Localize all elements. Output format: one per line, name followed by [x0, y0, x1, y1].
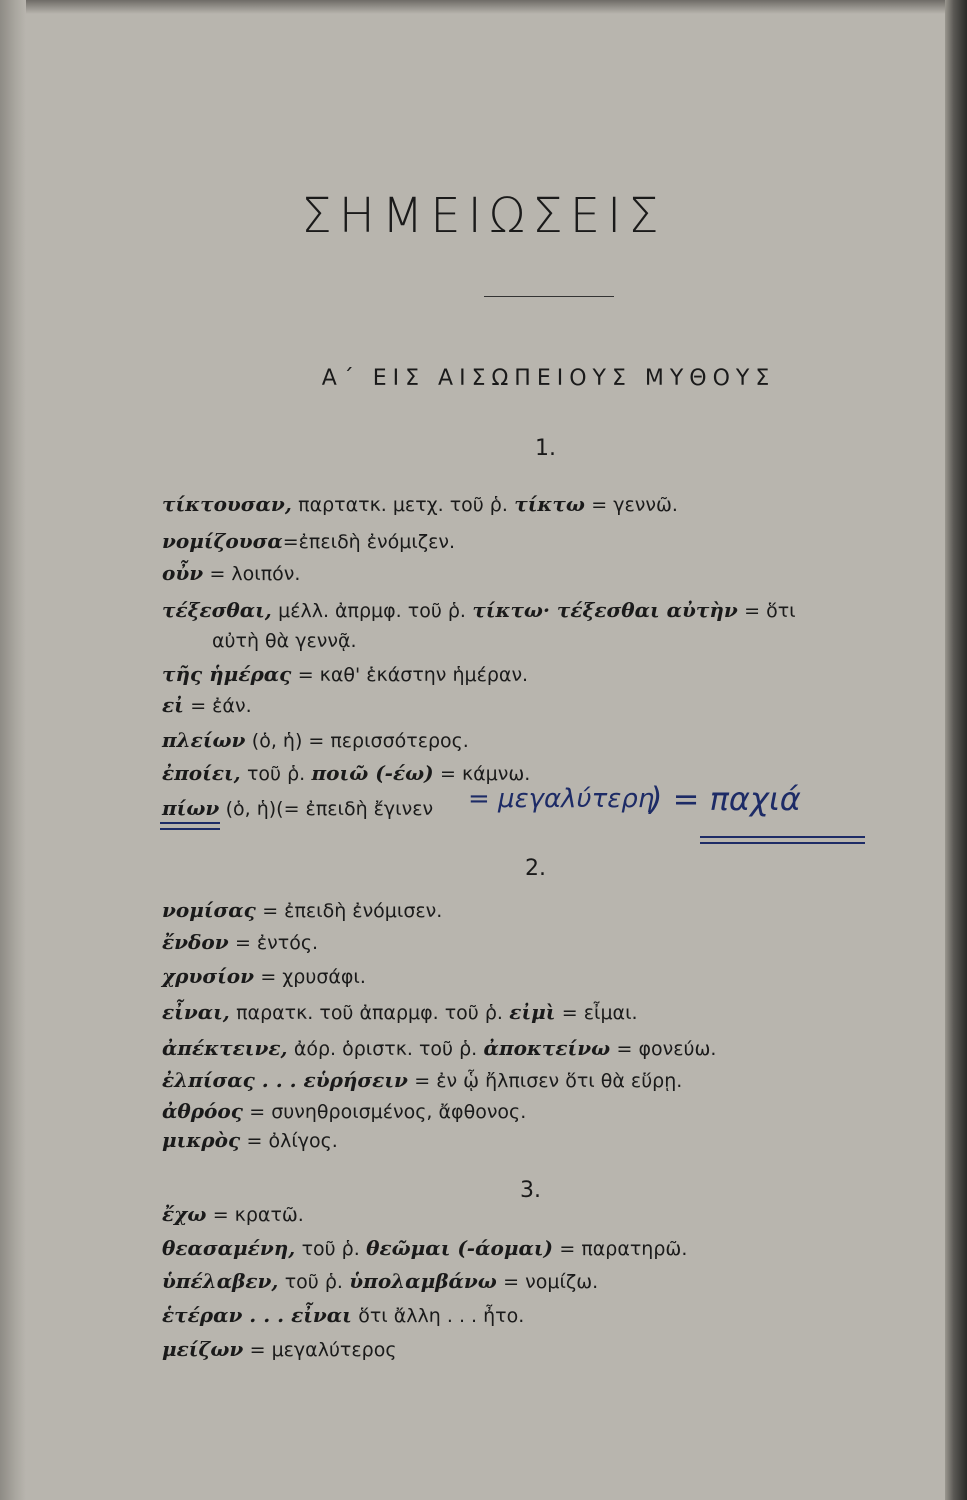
note-line: [162, 1238, 687, 1259]
note-term: οὖν: [162, 561, 204, 585]
note-line: [162, 1204, 304, 1225]
note-term: ἑτέραν . . . εἶναι: [162, 1303, 352, 1327]
note-term: θεῶμαι (-άομαι): [366, 1236, 553, 1260]
note-gloss: τοῦ ῥ.: [301, 1238, 360, 1260]
note-gloss: = κρατῶ.: [212, 1204, 304, 1226]
note-term: μείζων: [162, 1337, 244, 1361]
section-number: 3.: [520, 1178, 541, 1203]
note-gloss: τοῦ ῥ.: [284, 1271, 343, 1293]
note-gloss: = καθ' ἑκάστην ἡμέραν.: [297, 664, 529, 686]
note-term: ἔνδον: [162, 930, 229, 954]
ink-underline: [160, 828, 220, 830]
note-line: [162, 1305, 524, 1326]
note-gloss: = λοιπόν.: [209, 563, 301, 585]
note-term: τῆς ἡμέρας: [162, 662, 292, 686]
section-number: 1.: [535, 436, 556, 461]
note-line: [212, 630, 357, 651]
note-gloss: = παρατηρῶ.: [559, 1238, 688, 1260]
note-line: [162, 1339, 396, 1360]
note-term: χρυσίον: [162, 964, 254, 988]
note-line: [162, 798, 433, 819]
note-line: [162, 664, 528, 685]
note-gloss: = ὀλίγος.: [246, 1130, 338, 1152]
section-heading: Α΄ ΕΙΣ ΑΙΣΩΠΕΙΟΥΣ ΜΥΘΟΥΣ: [321, 366, 776, 391]
note-line: [162, 966, 366, 987]
handwritten-note: ) = παχιά: [650, 780, 801, 818]
note-term: ἔχω: [162, 1202, 207, 1226]
note-gloss: = ὅτι: [744, 600, 796, 622]
ink-underline: [160, 822, 220, 824]
note-gloss: (ὁ, ἡ) = περισσότερος.: [251, 730, 469, 752]
note-term: εἰμὶ: [509, 1000, 556, 1024]
note-gloss: ἀόρ. ὁριστκ. τοῦ ῥ.: [293, 1038, 478, 1060]
note-term: τέξεσθαι,: [162, 598, 272, 622]
note-term: νομίζουσα: [162, 529, 283, 553]
note-gloss: = συνηθροισμένος, ἄφθονος.: [249, 1101, 527, 1123]
page-title: ΣΗΜΕΙΩΣΕΙΣ: [301, 188, 666, 244]
note-gloss: = κάμνω.: [440, 763, 531, 785]
note-line: [162, 1101, 526, 1122]
note-term: νομίσας: [162, 898, 256, 922]
note-gloss: = χρυσάφι.: [260, 966, 366, 988]
ink-underline: [700, 842, 865, 844]
note-term: μικρὸς: [162, 1128, 241, 1152]
note-line: [162, 1038, 716, 1059]
note-term: ὑπέλαβεν,: [162, 1269, 279, 1293]
note-line: [162, 1002, 638, 1023]
ink-underline: [700, 836, 865, 838]
note-line: [162, 494, 678, 515]
note-line: [162, 1070, 682, 1091]
note-gloss: =ἐπειδὴ ἐνόμιζεν.: [282, 531, 456, 553]
note-term: ἐλπίσας . . . εὑρήσειν: [162, 1068, 408, 1092]
note-gloss: = ἐν ᾧ ἤλπισεν ὅτι θὰ εὕρῃ.: [414, 1070, 683, 1092]
note-gloss: αὐτὴ θὰ γεννᾷ.: [212, 630, 357, 652]
note-term: θεασαμένη,: [162, 1236, 296, 1260]
note-line: [162, 695, 252, 716]
note-gloss: = ἐπειδὴ ἐνόμισεν.: [262, 900, 443, 922]
handwritten-note: = μεγαλύτερη: [468, 784, 655, 814]
note-term: τίκτουσαν,: [162, 492, 292, 516]
note-term: τίκτω· τέξεσθαι αὐτὴν: [472, 598, 738, 622]
note-line: [162, 730, 469, 751]
note-term: ποιῶ (-έω): [311, 761, 434, 785]
note-line: [162, 1271, 598, 1292]
note-gloss: (ὁ, ἡ)(= ἐπειδὴ ἔγινεν: [225, 798, 434, 820]
note-gloss: = ἐάν.: [190, 695, 252, 717]
note-term: ἀποκτείνω: [483, 1036, 611, 1060]
note-term: ἀπέκτεινε,: [162, 1036, 288, 1060]
note-gloss: παρτατκ. μετχ. τοῦ ῥ.: [298, 494, 508, 516]
note-line: [162, 1130, 338, 1151]
note-term: ἀθρόος: [162, 1099, 243, 1123]
note-gloss: παρατκ. τοῦ ἀπαρμφ. τοῦ ῥ.: [236, 1002, 503, 1024]
title-divider: [484, 296, 614, 297]
note-line: [162, 531, 455, 552]
note-line: [162, 932, 318, 953]
note-term: ὑπολαμβάνω: [349, 1269, 497, 1293]
note-gloss: = μεγαλύτερος: [249, 1339, 397, 1361]
note-gloss: = φονεύω.: [616, 1038, 717, 1060]
note-line: [162, 563, 300, 584]
note-gloss: = ἐντός.: [234, 932, 319, 954]
note-gloss: = εἶμαι.: [561, 1002, 638, 1024]
note-gloss: τοῦ ῥ.: [246, 763, 306, 785]
note-gloss: = γεννῶ.: [591, 494, 678, 516]
note-term: ἐποίει,: [162, 761, 241, 785]
note-line: [162, 900, 442, 921]
note-term: πλείων: [162, 728, 246, 752]
section-number: 2.: [525, 856, 546, 881]
note-gloss: ὅτι ἄλλη . . . ἦτο.: [358, 1305, 525, 1327]
note-gloss: μέλλ. ἀπρμφ. τοῦ ῥ.: [278, 600, 466, 622]
page-edge-top: [0, 0, 967, 14]
note-term: εἶναι,: [162, 1000, 230, 1024]
note-gloss: = νομίζω.: [503, 1271, 599, 1293]
note-term: πίων: [162, 796, 220, 820]
note-term: τίκτω: [514, 492, 585, 516]
note-line: [162, 600, 796, 621]
note-line: [162, 763, 530, 784]
note-term: εἰ: [162, 693, 184, 717]
